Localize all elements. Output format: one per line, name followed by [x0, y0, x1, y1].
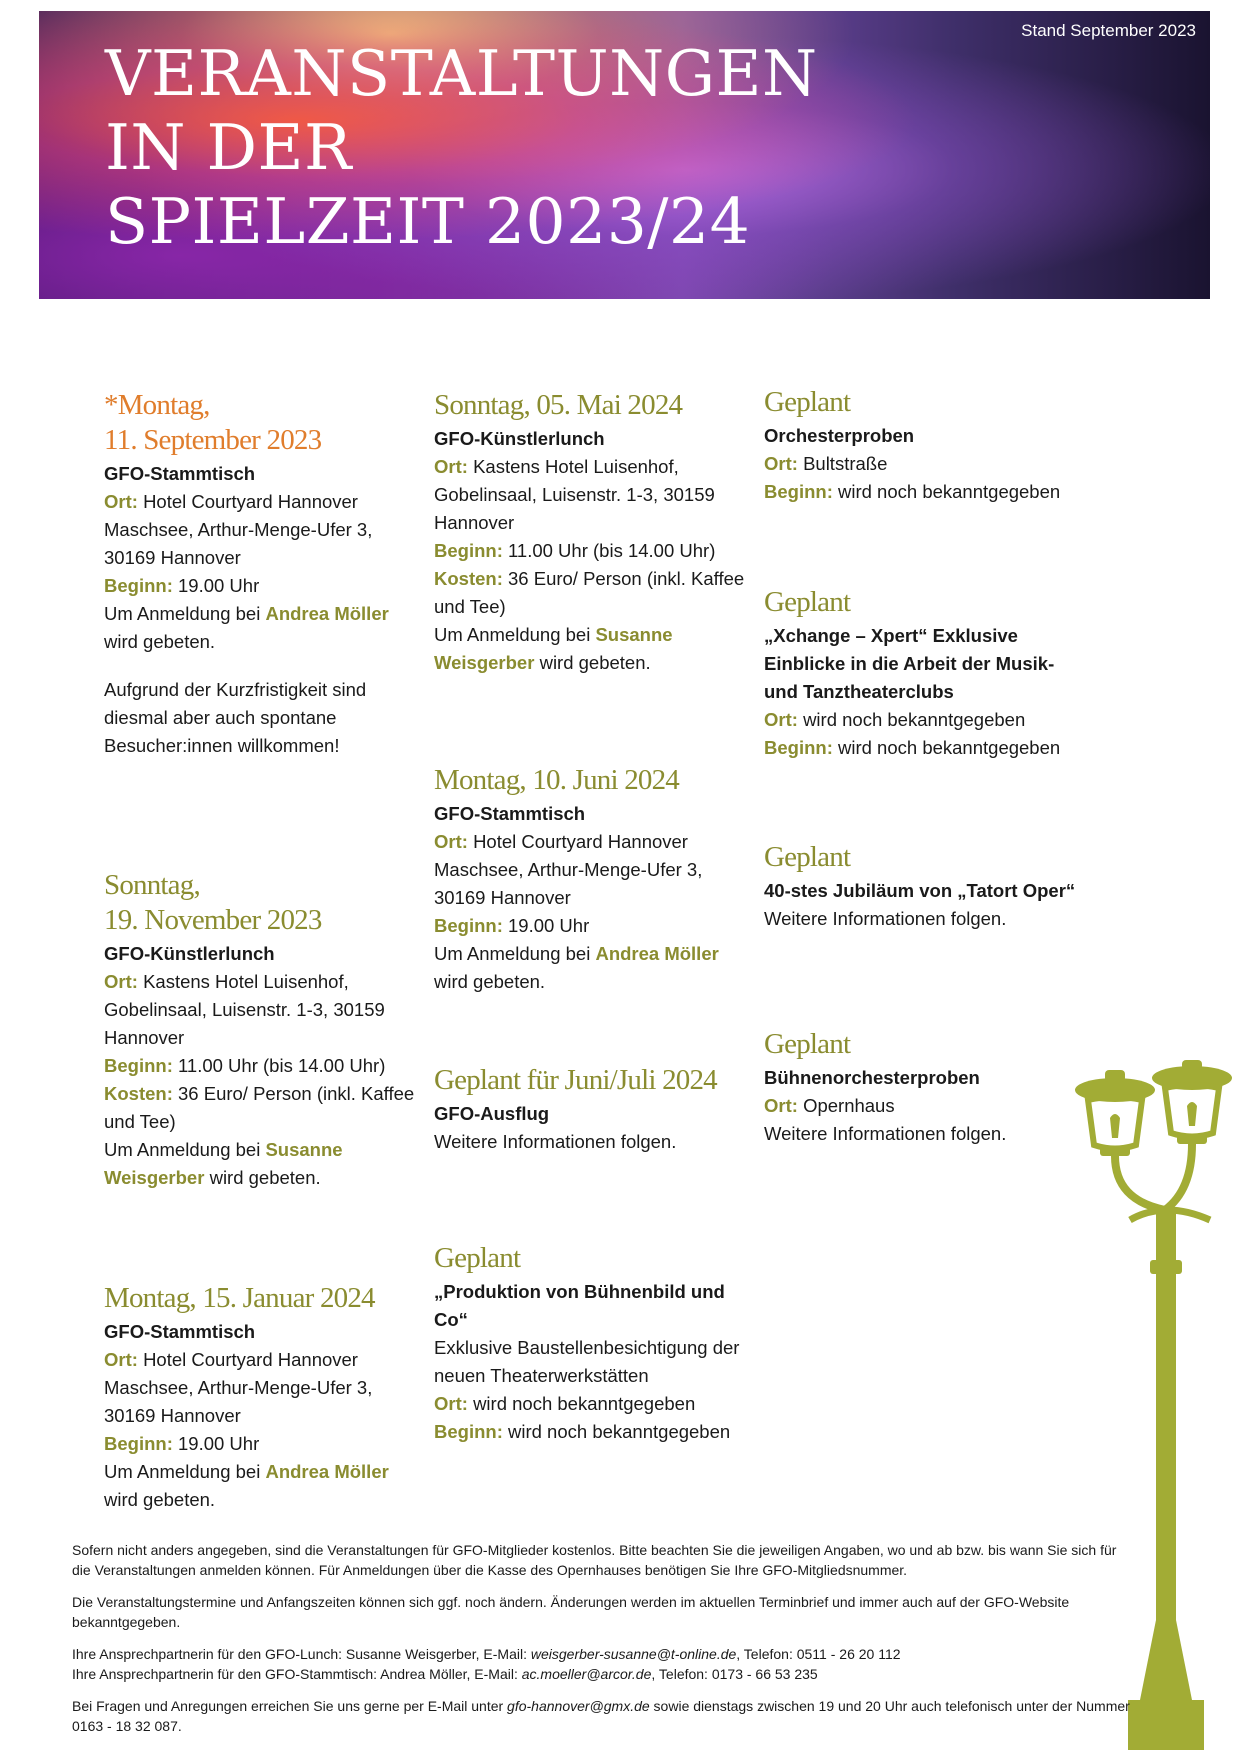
- event-registration: Um Anmeldung bei Andrea Möller wird gebeten.: [434, 943, 719, 992]
- contact-email-link[interactable]: gfo-hannover@gmx.de: [507, 1698, 650, 1714]
- event-date: Geplant für Juni/Juli 2024: [434, 1064, 717, 1096]
- event-location: Ort: Hotel Courtyard Hannover Maschsee, Arthur-Menge-Ufer 3, 30169 Hannover: [104, 1349, 373, 1426]
- stammtisch-email-link[interactable]: ac.moeller@arcor.de: [521, 1666, 652, 1682]
- lunch-email-link[interactable]: weisgerber-susanne@t-online.de: [530, 1646, 737, 1662]
- event-title: „Produktion von Bühnenbild und Co“: [434, 1281, 725, 1330]
- event-start: Beginn: 11.00 Uhr (bis 14.00 Uhr): [434, 540, 716, 561]
- title-line-3: SPIELZEIT 2023/24: [105, 185, 751, 258]
- event-location: Ort: Kastens Hotel Luisenhof, Gobelinsaal, Luisenstr. 1-3, 30159 Hannover: [104, 971, 385, 1048]
- event-card: [434, 763, 754, 996]
- event-card: [764, 840, 1084, 933]
- event-title: GFO-Stammtisch: [104, 1321, 256, 1342]
- event-date: Sonntag, 05. Mai 2024: [434, 389, 683, 421]
- event-date: Geplant: [764, 386, 851, 418]
- event-location: Ort: Opernhaus: [764, 1095, 895, 1116]
- footer-paragraph: Die Veranstaltungstermine und Anfangszeiten können sich ggf. noch ändern. Änderungen werden im aktuellen Terminbrief und immer auch auf der GFO-Website bekanntgegeben.: [72, 1594, 1070, 1630]
- event-text: Weitere Informationen folgen.: [434, 1131, 677, 1152]
- footer-contacts: Ihre Ansprechpartnerin für den GFO-Lunch: Susanne Weisgerber, E-Mail: weisgerber-susanne@t-online.de, Telefon: 0511 - 26 20 112 Ihre Ansprechpartnerin für den GFO-Stammtisch: Andrea Möller, E-Mail: ac.moeller@arcor.de, Telefon: 0173 - 66 53 235: [72, 1646, 901, 1682]
- event-card: [764, 585, 1084, 762]
- footer-notes: [72, 1540, 1132, 1748]
- event-registration: Um Anmeldung bei Andrea Möller wird gebeten.: [104, 603, 389, 652]
- event-location: Ort: wird noch bekanntgegeben: [764, 709, 1026, 730]
- page-title: [105, 37, 818, 259]
- title-line-2: IN DER: [105, 111, 352, 184]
- event-title: GFO-Ausflug: [434, 1103, 550, 1124]
- event-card: [434, 388, 754, 677]
- stand-date: Stand September 2023: [1021, 21, 1196, 40]
- event-text: Weitere Informationen folgen.: [764, 1123, 1007, 1144]
- event-registration: Um Anmeldung bei Susanne Weisgerber wird gebeten.: [434, 624, 673, 673]
- event-date: Geplant: [434, 1242, 521, 1274]
- event-title: 40-stes Jubiläum von „Tatort Oper“: [764, 880, 1076, 901]
- event-text: Exklusive Baustellenbesichtigung der neuen Theaterwerkstätten: [434, 1337, 740, 1386]
- event-note: Aufgrund der Kurzfristigkeit sind diesmal aber auch spontane Besucher:innen willkommen!: [104, 679, 367, 756]
- footer-questions: Bei Fragen und Anregungen erreichen Sie uns gerne per E-Mail unter gfo-hannover@gmx.de sowie dienstags zwischen 19 und 20 Uhr auch telefonisch unter der Nummer 0163 - 18 32 087.: [72, 1698, 1130, 1734]
- event-start: Beginn: wird noch bekanntgegeben: [764, 481, 1061, 502]
- event-card: [434, 1241, 754, 1446]
- event-card: [764, 385, 1084, 506]
- event-date: Geplant: [764, 586, 851, 618]
- event-title: GFO-Künstlerlunch: [434, 428, 605, 449]
- event-date: *Montag, 11. September 2023: [104, 389, 322, 456]
- event-start: Beginn: 11.00 Uhr (bis 14.00 Uhr): [104, 1055, 386, 1076]
- event-start: Beginn: wird noch bekanntgegeben: [434, 1421, 731, 1442]
- header-banner: [39, 11, 1210, 299]
- event-card: [104, 388, 424, 760]
- footer-paragraph: Sofern nicht anders angegeben, sind die Veranstaltungen für GFO-Mitglieder kostenlos. Bitte beachten Sie die jeweiligen Angaben, wo und ab bzw. bis wann Sie sich für die Veranstaltungen anmelden können. Für Anmeldungen über die Kasse des Opernhauses benötigen Sie Ihre GFO-Mitgliedsnummer.: [72, 1542, 1117, 1578]
- event-title: Orchesterproben: [764, 425, 915, 446]
- event-card: [434, 1063, 754, 1156]
- event-title: GFO-Künstlerlunch: [104, 943, 275, 964]
- event-location: Ort: Kastens Hotel Luisenhof, Gobelinsaal, Luisenstr. 1-3, 30159 Hannover: [434, 456, 715, 533]
- event-location: Ort: Hotel Courtyard Hannover Maschsee, Arthur-Menge-Ufer 3, 30169 Hannover: [104, 491, 373, 568]
- event-costs: Kosten: 36 Euro/ Person (inkl. Kaffee und Tee): [104, 1083, 415, 1132]
- event-date: Montag, 10. Juni 2024: [434, 764, 680, 796]
- event-date: Geplant: [764, 1028, 851, 1060]
- event-card: [104, 1281, 424, 1514]
- event-location: Ort: Hotel Courtyard Hannover Maschsee, Arthur-Menge-Ufer 3, 30169 Hannover: [434, 831, 703, 908]
- event-title: GFO-Stammtisch: [104, 463, 256, 484]
- event-title: „Xchange – Xpert“ Exklusive Einblicke in die Arbeit der Musik- und Tanztheaterclubs: [764, 625, 1055, 702]
- event-date: Montag, 15. Januar 2024: [104, 1282, 375, 1314]
- event-start: Beginn: 19.00 Uhr: [434, 915, 590, 936]
- event-title: Bühnenorchesterproben: [764, 1067, 980, 1088]
- event-costs: Kosten: 36 Euro/ Person (inkl. Kaffee und Tee): [434, 568, 745, 617]
- event-start: Beginn: 19.00 Uhr: [104, 1433, 260, 1454]
- event-text: Weitere Informationen folgen.: [764, 908, 1007, 929]
- event-location: Ort: Bultstraße: [764, 453, 888, 474]
- event-title: GFO-Stammtisch: [434, 803, 586, 824]
- event-card: [104, 868, 424, 1192]
- event-registration: Um Anmeldung bei Andrea Möller wird gebeten.: [104, 1461, 389, 1510]
- event-date: Sonntag, 19. November 2023: [104, 869, 322, 936]
- event-registration: Um Anmeldung bei Susanne Weisgerber wird gebeten.: [104, 1139, 343, 1188]
- event-date: Geplant: [764, 841, 851, 873]
- event-card: [764, 1027, 1084, 1148]
- event-location: Ort: wird noch bekanntgegeben: [434, 1393, 696, 1414]
- title-line-1: VERANSTALTUNGEN: [105, 37, 818, 110]
- event-start: Beginn: wird noch bekanntgegeben: [764, 737, 1061, 758]
- event-start: Beginn: 19.00 Uhr: [104, 575, 260, 596]
